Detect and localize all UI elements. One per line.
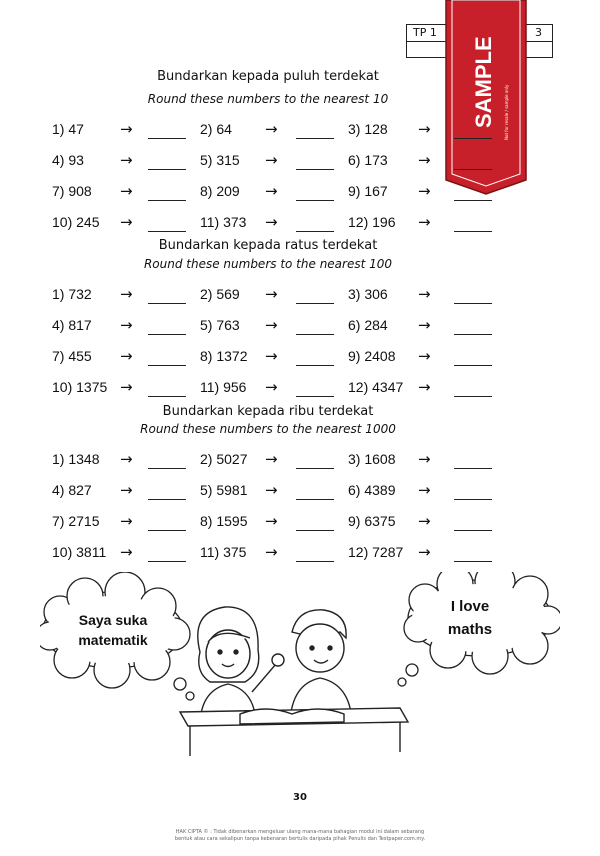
question-label: 2) 64 <box>200 121 232 137</box>
arrow-icon: → <box>265 378 278 396</box>
question-label: 12) 196 <box>348 214 396 230</box>
answer-blank[interactable] <box>296 396 334 397</box>
arrow-icon: → <box>418 481 431 499</box>
answer-blank[interactable] <box>454 365 492 366</box>
question-label: 1) 1348 <box>52 451 100 467</box>
arrow-icon: → <box>418 182 431 200</box>
question-label: 2) 569 <box>200 286 240 302</box>
tp-label: TP 1 <box>413 26 437 39</box>
section-2-subtitle: Round these numbers to the nearest 100 <box>143 257 393 271</box>
answer-blank[interactable] <box>454 200 492 201</box>
arrow-icon: → <box>120 182 133 200</box>
question-label: 9) 2408 <box>348 348 396 364</box>
answer-blank[interactable] <box>454 231 492 232</box>
arrow-icon: → <box>120 151 133 169</box>
sample-text: SAMPLE <box>471 36 496 128</box>
answer-blank[interactable] <box>296 499 334 500</box>
answer-blank[interactable] <box>296 303 334 304</box>
question-label: 12) 4347 <box>348 379 404 395</box>
section-3-subtitle: Round these numbers to the nearest 1000 <box>140 422 396 436</box>
question-label: 11) 375 <box>200 544 247 560</box>
question-label: 5) 5981 <box>200 482 248 498</box>
answer-blank[interactable] <box>454 303 492 304</box>
answer-blank[interactable] <box>296 200 334 201</box>
copyright-footer <box>130 829 470 843</box>
arrow-icon: → <box>418 450 431 468</box>
question-label: 9) 6375 <box>348 513 396 529</box>
arrow-icon: → <box>120 543 133 561</box>
question-label: 5) 763 <box>200 317 240 333</box>
answer-blank[interactable] <box>454 499 492 500</box>
question-label: 4) 93 <box>52 152 84 168</box>
question-label: 6) 4389 <box>348 482 396 498</box>
arrow-icon: → <box>120 120 133 138</box>
question-label: 12) 7287 <box>348 544 404 560</box>
question-label: 2) 5027 <box>200 451 248 467</box>
right-bubble-text <box>420 598 520 638</box>
question-label: 8) 1595 <box>200 513 248 529</box>
question-label: 10) 3811 <box>52 544 107 560</box>
arrow-icon: → <box>418 120 431 138</box>
question-label: 11) 956 <box>200 379 247 395</box>
section-1-subtitle: Round these numbers to the nearest 10 <box>147 92 389 106</box>
answer-blank[interactable] <box>148 334 186 335</box>
footer-line-2: bentuk atau cara sekalipun tanpa kebenaran bertulis daripada pihak Penulis dan Testpaper.com.my. <box>174 836 426 842</box>
question-label: 5) 315 <box>200 152 240 168</box>
answer-blank[interactable] <box>148 396 186 397</box>
answer-blank[interactable] <box>296 138 334 139</box>
question-label: 8) 209 <box>200 183 240 199</box>
section-3-title: Bundarkan kepada ribu terdekat <box>162 404 374 419</box>
answer-blank[interactable] <box>296 468 334 469</box>
question-label: 6) 284 <box>348 317 388 333</box>
question-label: 7) 908 <box>52 183 92 199</box>
page-number: 30 <box>293 792 307 803</box>
sample-subtext: Not for resale / sample only <box>504 84 509 140</box>
question-label: 3) 306 <box>348 286 388 302</box>
desk <box>180 708 408 756</box>
left-bubble-line-1: Saya suka <box>78 612 148 628</box>
left-bubble-text <box>58 612 168 648</box>
question-label: 4) 817 <box>52 317 92 333</box>
footer-line-1: HAK CIPTA © : Tidak dibenarkan mengeluar ulang mana-mana bahagian modul ini dalam sebarang <box>175 829 425 835</box>
answer-blank[interactable] <box>148 138 186 139</box>
question-label: 7) 455 <box>52 348 92 364</box>
arrow-icon: → <box>265 120 278 138</box>
question-label: 10) 245 <box>52 214 100 230</box>
arrow-icon: → <box>120 285 133 303</box>
arrow-icon: → <box>418 512 431 530</box>
question-label: 11) 373 <box>200 214 247 230</box>
answer-blank[interactable] <box>148 530 186 531</box>
answer-blank[interactable] <box>148 200 186 201</box>
question-label: 1) 732 <box>52 286 92 302</box>
section-1-title: Bundarkan kepada puluh terdekat <box>157 69 379 84</box>
answer-blank[interactable] <box>296 365 334 366</box>
arrow-icon: → <box>418 151 431 169</box>
arrow-icon: → <box>120 450 133 468</box>
left-bubble-line-2: matematik <box>78 632 148 648</box>
question-label: 6) 173 <box>348 152 388 168</box>
answer-blank[interactable] <box>148 561 186 562</box>
boy-figure <box>290 610 352 722</box>
answer-blank[interactable] <box>148 468 186 469</box>
arrow-icon: → <box>120 481 133 499</box>
answer-blank[interactable] <box>148 169 186 170</box>
question-label: 1) 47 <box>52 121 84 137</box>
answer-blank[interactable] <box>148 365 186 366</box>
arrow-icon: → <box>418 378 431 396</box>
arrow-icon: → <box>120 378 133 396</box>
question-label: 3) 128 <box>348 121 388 137</box>
answer-blank[interactable] <box>148 231 186 232</box>
arrow-icon: → <box>265 182 278 200</box>
answer-blank[interactable] <box>454 169 492 170</box>
answer-blank[interactable] <box>296 169 334 170</box>
arrow-icon: → <box>120 512 133 530</box>
section-2-title: Bundarkan kepada ratus terdekat <box>158 238 378 253</box>
answer-blank[interactable] <box>454 530 492 531</box>
right-bubble-line-2: maths <box>447 621 493 638</box>
answer-blank[interactable] <box>296 561 334 562</box>
arrow-icon: → <box>265 450 278 468</box>
arrow-icon: → <box>265 512 278 530</box>
answer-blank[interactable] <box>296 334 334 335</box>
answer-blank[interactable] <box>296 231 334 232</box>
arrow-icon: → <box>120 347 133 365</box>
arrow-icon: → <box>418 543 431 561</box>
answer-blank[interactable] <box>454 396 492 397</box>
answer-blank[interactable] <box>454 334 492 335</box>
question-label: 10) 1375 <box>52 379 108 395</box>
arrow-icon: → <box>418 213 431 231</box>
arrow-icon: → <box>265 347 278 365</box>
arrow-icon: → <box>418 347 431 365</box>
arrow-icon: → <box>418 285 431 303</box>
answer-blank[interactable] <box>454 561 492 562</box>
arrow-icon: → <box>265 213 278 231</box>
question-label: 4) 827 <box>52 482 92 498</box>
answer-blank[interactable] <box>148 499 186 500</box>
answer-blank[interactable] <box>454 468 492 469</box>
question-label: 9) 167 <box>348 183 388 199</box>
arrow-icon: → <box>120 316 133 334</box>
arrow-icon: → <box>265 285 278 303</box>
arrow-icon: → <box>418 316 431 334</box>
answer-blank[interactable] <box>454 138 492 139</box>
answer-blank[interactable] <box>296 530 334 531</box>
question-label: 3) 1608 <box>348 451 396 467</box>
question-label: 7) 2715 <box>52 513 100 529</box>
girl-figure <box>198 607 284 722</box>
answer-blank[interactable] <box>148 303 186 304</box>
question-label: 8) 1372 <box>200 348 248 364</box>
arrow-icon: → <box>265 316 278 334</box>
arrow-icon: → <box>265 151 278 169</box>
arrow-icon: → <box>120 213 133 231</box>
tp-value: 3 <box>535 26 542 39</box>
arrow-icon: → <box>265 481 278 499</box>
arrow-icon: → <box>265 543 278 561</box>
right-bubble-line-1: I love <box>450 598 490 615</box>
